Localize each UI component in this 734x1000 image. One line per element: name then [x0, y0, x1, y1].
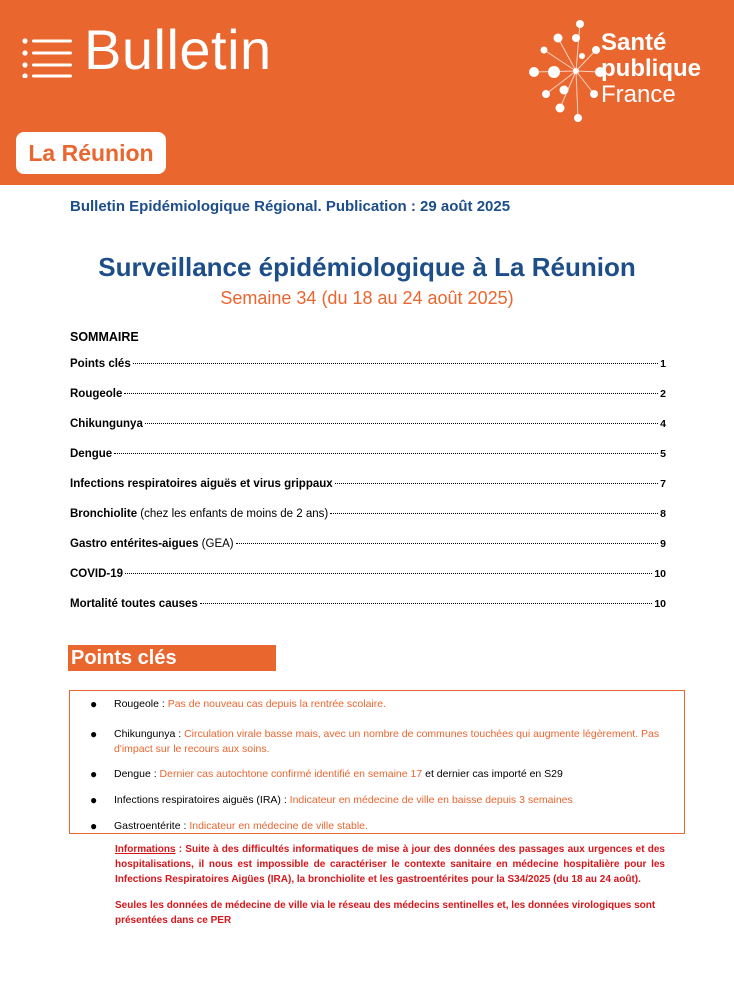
bullet-icon: ● — [90, 697, 98, 711]
toc-item-title: Mortalité toutes causes — [70, 598, 198, 610]
toc-item-gea[interactable] — [70, 538, 666, 568]
key-point-text: Indicateur en médecine de ville en baisse depuis 3 semaines — [289, 794, 573, 806]
toc-item-title: Bronchiolite — [70, 508, 138, 520]
key-point-label: Rougeole — [114, 698, 159, 710]
bullet-icon: ● — [90, 727, 98, 741]
toc-item-title: Rougeole — [70, 388, 123, 400]
key-point-separator: : — [175, 728, 185, 740]
key-point-label: Dengue — [114, 768, 151, 780]
logo-line-1: Santé — [601, 29, 667, 56]
toc-item-page: 1 — [660, 358, 666, 370]
toc-item-page: 10 — [654, 568, 666, 580]
toc-item-title: Infections respiratoires aiguës et virus grippaux — [70, 478, 333, 490]
toc-leader-dots — [236, 543, 659, 544]
logo-wordmark — [601, 30, 701, 108]
information-notice-2: Seules les données de médecine de ville via le réseau des médecins sentinelles et, les données virologiques sont présentées dans ce PER — [115, 900, 656, 926]
toc-item-title: Points clés — [70, 358, 131, 370]
toc-item-page: 10 — [654, 598, 666, 610]
toc-leader-dots — [114, 453, 658, 454]
toc-leader-dots — [133, 363, 658, 364]
information-label: Informations — [115, 844, 176, 855]
key-point-item — [90, 727, 674, 757]
toc-item-page: 7 — [660, 478, 666, 490]
bulletin-brand: Bulletin — [84, 18, 272, 81]
toc-item-title: Gastro entérites-aigues — [70, 538, 199, 550]
toc-item-covid[interactable] — [70, 568, 666, 598]
key-point-item — [90, 819, 674, 834]
page-title: Surveillance épidémiologique à La Réunion — [98, 252, 636, 282]
toc-item-bronchiolite[interactable] — [70, 508, 666, 538]
page-subtitle: Semaine 34 (du 18 au 24 août 2025) — [220, 288, 514, 308]
key-point-extra: et dernier cas importé en S29 — [422, 768, 563, 780]
key-points-box — [69, 690, 685, 834]
toc-leader-dots — [145, 423, 658, 424]
toc-item-page: 2 — [660, 388, 666, 400]
toc-item-page: 8 — [660, 508, 666, 520]
logo-line-3: France — [601, 81, 676, 108]
key-point-separator: : — [280, 794, 290, 806]
toc-item-points-cles[interactable] — [70, 358, 666, 388]
toc-item-page: 9 — [660, 538, 666, 550]
bullet-icon: ● — [90, 793, 98, 807]
toc-leader-dots — [200, 603, 652, 604]
key-point-text: Pas de nouveau cas depuis la rentrée scolaire. — [167, 698, 387, 710]
publication-info: Bulletin Epidémiologique Régional. Publication : 29 août 2025 — [70, 198, 511, 215]
key-point-label: Gastroentérite — [114, 820, 181, 832]
logo-line-2: publique — [601, 55, 701, 82]
toc-item-title: Dengue — [70, 448, 113, 460]
toc-item-rougeole[interactable] — [70, 388, 666, 418]
section-heading-points-cles: Points clés — [68, 645, 276, 671]
bullet-icon: ● — [90, 767, 98, 781]
toc-heading: SOMMAIRE — [70, 330, 139, 344]
key-point-label: Chikungunya — [114, 728, 176, 740]
key-point-text: Dernier cas autochtone confirmé identifié en semaine 17 — [159, 768, 423, 780]
toc-item-mortalite[interactable] — [70, 598, 666, 628]
key-point-label: Infections respiratoires aiguës (IRA) — [114, 794, 281, 806]
toc-item-note: (GEA) — [198, 538, 234, 550]
header-banner — [0, 0, 734, 185]
information-notice — [115, 842, 665, 887]
key-point-item — [90, 793, 674, 808]
key-point-separator: : — [150, 768, 160, 780]
toc-item-page: 5 — [660, 448, 666, 460]
toc-item-page: 4 — [660, 418, 666, 430]
toc-leader-dots — [335, 483, 658, 484]
key-point-separator: : — [180, 820, 190, 832]
key-point-text: Indicateur en médecine de ville stable. — [189, 820, 368, 832]
bullet-icon: ● — [90, 819, 98, 833]
toc-leader-dots — [124, 393, 658, 394]
toc-item-chikungunya[interactable] — [70, 418, 666, 448]
toc-item-dengue[interactable] — [70, 448, 666, 478]
table-of-contents — [70, 358, 666, 628]
toc-leader-dots — [330, 513, 658, 514]
toc-item-title: COVID-19 — [70, 568, 124, 580]
region-badge: La Réunion — [16, 132, 166, 174]
key-point-separator: : — [158, 698, 168, 710]
toc-item-ira[interactable] — [70, 478, 666, 508]
information-text: : Suite à des difficultés informatiques de mise à jour des données des passages aux urgences et des hospitalisations, il nous est impossible de caractériser le contexte sanitaire en médecine hospitalière pour les Infections Respiratoires Aigües (IRA), la bronchiolite et les gastroentérites pour la S34/2025 (du 18 au 24 août). — [115, 844, 665, 885]
toc-item-title: Chikungunya — [70, 418, 143, 430]
toc-leader-dots — [125, 573, 652, 574]
key-point-item — [90, 767, 674, 782]
key-point-text: Circulation virale basse mais, avec un nombre de communes touchées qui augmente légèrement. Pas d'impact sur le recours aux soins. — [114, 728, 660, 755]
key-point-item — [90, 697, 674, 712]
menu-icon — [22, 36, 74, 78]
toc-item-note: (chez les enfants de moins de 2 ans) — [137, 508, 329, 520]
